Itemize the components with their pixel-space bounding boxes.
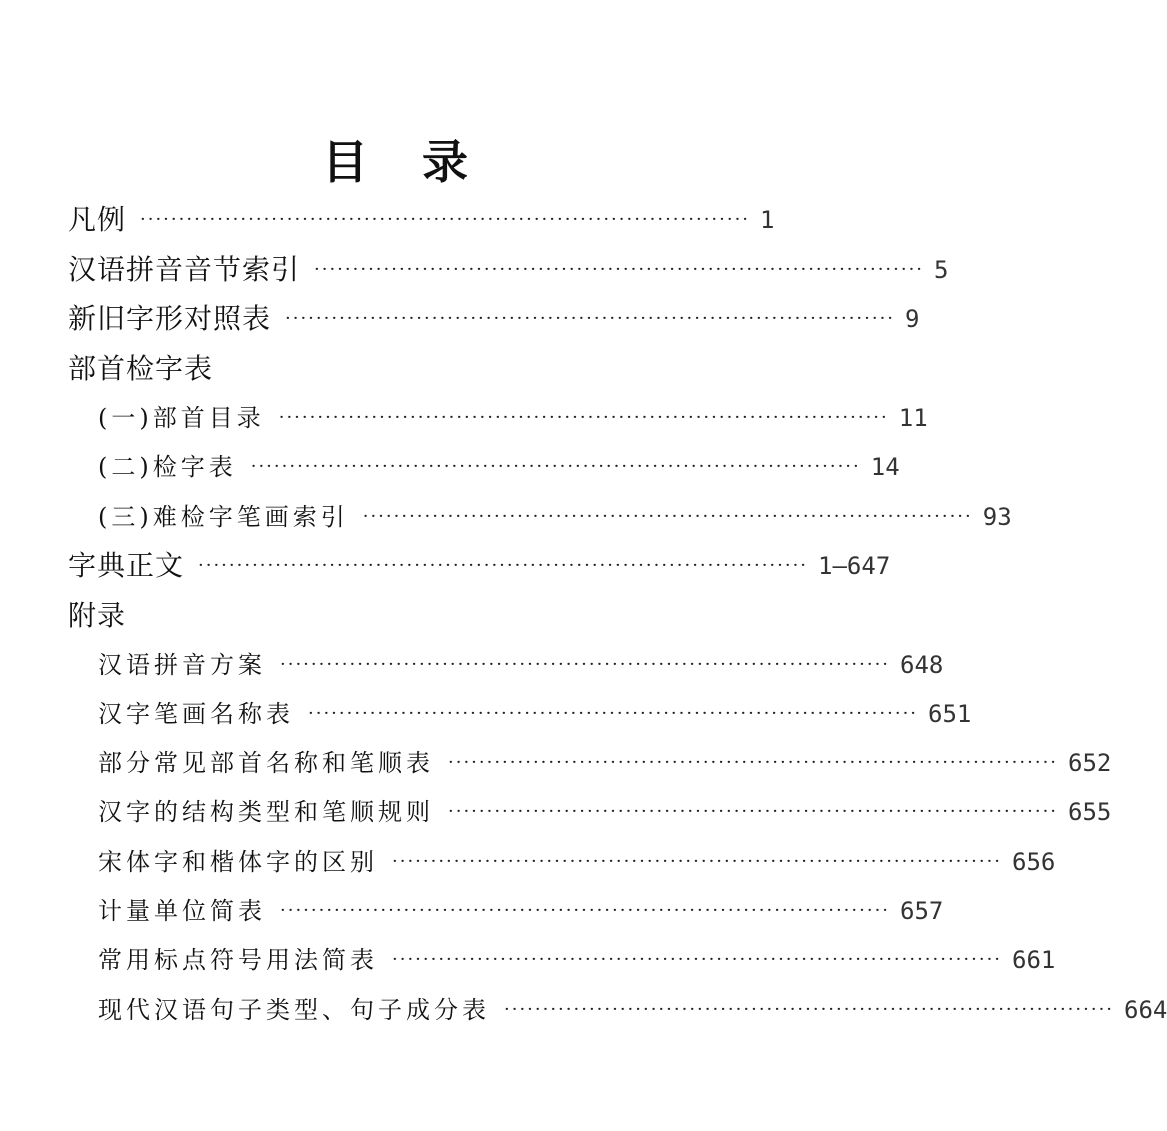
toc-page-number: 652 — [1068, 749, 1112, 777]
toc-entry-label: 宋体字和楷体字的区别 — [98, 848, 378, 876]
dot-leader: ··············································································· — [280, 900, 891, 921]
toc-page-number: 93 — [982, 503, 1012, 531]
toc-entry-structure-rules[interactable] — [98, 792, 1112, 832]
dot-leader: ··············································································· — [392, 851, 1003, 872]
toc-entry-fanli[interactable] — [68, 200, 775, 240]
toc-entry-label: 新旧字形对照表 — [68, 302, 272, 335]
toc-entry-main-text[interactable] — [68, 546, 891, 586]
toc-entry-units-table[interactable] — [98, 891, 944, 931]
toc-entry-sentence-types[interactable] — [98, 990, 1167, 1030]
toc-entry-label: 汉字笔画名称表 — [98, 700, 294, 728]
toc-page-number: 648 — [900, 651, 944, 679]
title-char-2: 录 — [422, 134, 468, 189]
dot-leader: ··············································································· — [285, 308, 896, 329]
dot-leader: ··············································································· — [198, 555, 809, 576]
page-title — [0, 134, 790, 189]
dot-leader: ··············································································· — [314, 259, 925, 280]
toc-page-number: 1—647 — [818, 552, 891, 580]
dot-leader: ··············································································· — [448, 752, 1059, 773]
dot-leader: ··············································································· — [504, 999, 1115, 1020]
dot-leader: ··············································································· — [392, 949, 1003, 970]
dot-leader: ··············································································· — [278, 407, 889, 428]
toc-entry-pinyin-scheme[interactable] — [98, 645, 944, 685]
dot-leader: ··············································································· — [362, 506, 973, 527]
toc-page-number: 9 — [905, 305, 920, 333]
toc-entry-stroke-names[interactable] — [98, 694, 972, 734]
toc-section-appendix — [68, 596, 728, 636]
toc-page-number: 656 — [1012, 848, 1056, 876]
toc-page-number: 664 — [1124, 996, 1167, 1024]
dot-leader: ··············································································· — [140, 209, 751, 230]
toc-entry-song-kai-difference[interactable] — [98, 842, 1056, 882]
toc-entry-stroke-index[interactable] — [98, 497, 1012, 537]
toc-entry-label: 汉字的结构类型和笔顺规则 — [98, 798, 434, 826]
toc-page-number: 11 — [898, 404, 928, 432]
toc-entry-label: 凡例 — [68, 203, 127, 236]
dot-leader: ··············································································· — [308, 703, 919, 724]
dot-leader: ··············································································· — [280, 654, 891, 675]
toc-page-number: 651 — [928, 700, 972, 728]
toc-entry-radical-names[interactable] — [98, 743, 1112, 783]
toc-entry-label: 字典正文 — [68, 549, 185, 582]
title-char-1: 目 — [322, 134, 368, 189]
toc-entry-label: (二)检字表 — [98, 453, 237, 481]
toc-entry-label: (一)部首目录 — [98, 404, 265, 432]
toc-entry-punctuation-table[interactable] — [98, 940, 1056, 980]
toc-entry-character-table[interactable] — [98, 447, 900, 487]
toc-page-number: 5 — [934, 256, 949, 284]
toc-entry-label: 现代汉语句子类型、句子成分表 — [98, 996, 490, 1024]
toc-entry-label: 汉语拼音音节索引 — [68, 253, 301, 286]
toc-page-number: 1 — [760, 206, 775, 234]
toc-page-number: 657 — [900, 897, 944, 925]
toc-section-label: 附录 — [68, 599, 127, 632]
dot-leader: ··············································································· — [448, 801, 1059, 822]
toc-entry-label: 部分常见部首名称和笔顺表 — [98, 749, 434, 777]
toc-entry-old-new-forms[interactable] — [68, 299, 920, 339]
toc-entry-label: 计量单位简表 — [98, 897, 266, 925]
toc-page-number: 655 — [1068, 798, 1112, 826]
toc-entry-label: 汉语拼音方案 — [98, 651, 266, 679]
toc-page-number: 661 — [1012, 946, 1056, 974]
toc-entry-pinyin-index[interactable] — [68, 250, 949, 290]
toc-entry-label: (三)难检字笔画索引 — [98, 503, 349, 531]
toc-section-label: 部首检字表 — [68, 352, 214, 385]
toc-section-radical-index — [68, 349, 728, 389]
toc-entry-label: 常用标点符号用法简表 — [98, 946, 378, 974]
dot-leader: ··············································································· — [250, 456, 861, 477]
toc-page-number: 14 — [870, 453, 900, 481]
toc-entry-radical-list[interactable] — [98, 398, 928, 438]
